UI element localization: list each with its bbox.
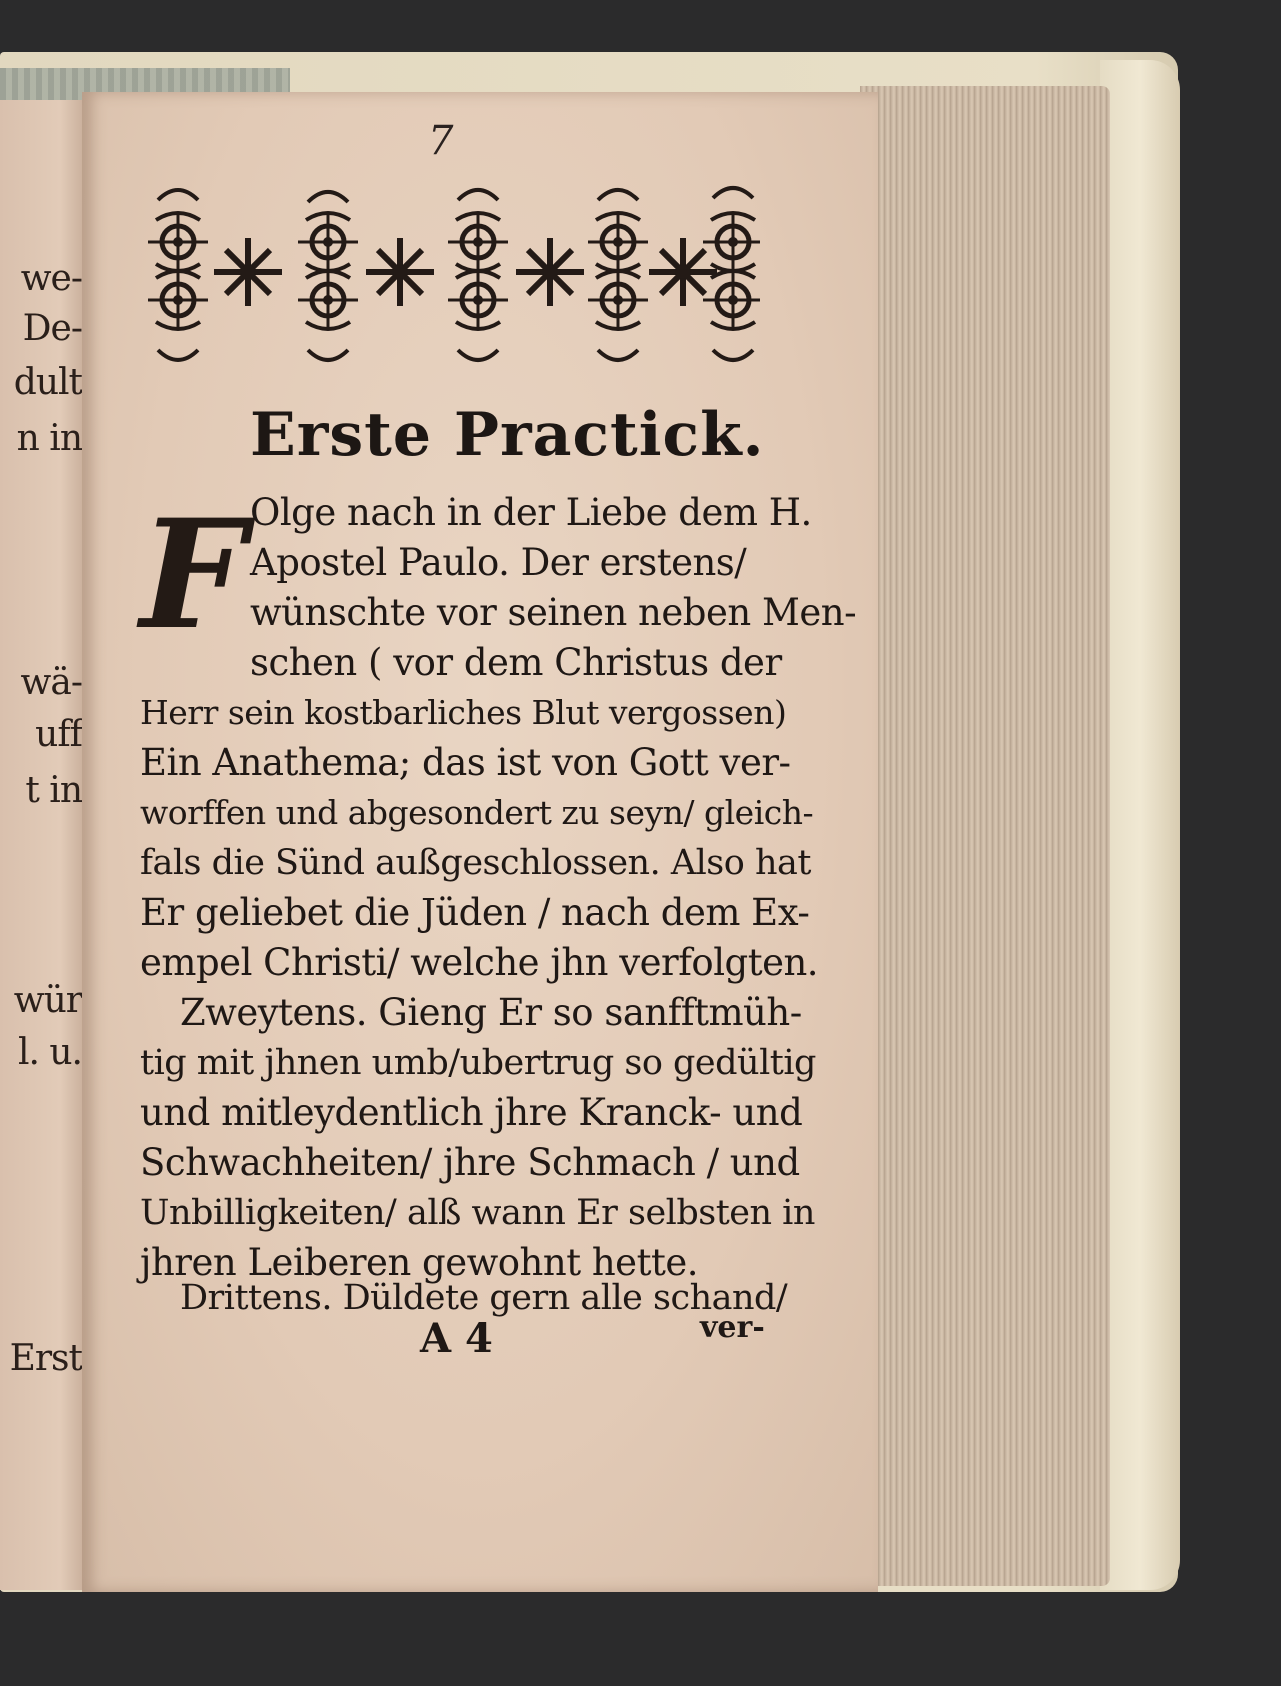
left-fragment: we- bbox=[20, 258, 82, 299]
left-fragment: De- bbox=[22, 308, 82, 349]
text-line: Zweytens. Gieng Er so sanfftmüh- bbox=[180, 991, 802, 1034]
text-line: wünschte vor seinen neben Men- bbox=[250, 591, 857, 634]
drop-initial: F bbox=[140, 487, 247, 663]
text-line: empel Christi/ welche jhn verfolgten. bbox=[140, 941, 819, 984]
left-fragment: Erst bbox=[9, 1338, 82, 1379]
left-fragment: l. u. bbox=[17, 1032, 82, 1073]
ornament-headpiece bbox=[138, 180, 760, 380]
text-line: Herr sein kostbarliches Blut vergossen) bbox=[140, 693, 787, 732]
left-fragment: n in bbox=[16, 418, 82, 459]
page-edges bbox=[860, 86, 1110, 1586]
left-fragment: wä- bbox=[20, 662, 82, 703]
left-fragment: dult bbox=[13, 362, 82, 403]
left-fragment: wür bbox=[13, 980, 82, 1021]
text-line: Drittens. Düldete gern alle schand/ bbox=[180, 1278, 788, 1318]
text-line: Unbilligkeiten/ alß wann Er selbsten in bbox=[140, 1193, 815, 1233]
text-line: schen ( vor dem Christus der bbox=[250, 641, 782, 684]
page-number: 7 bbox=[428, 118, 454, 164]
text-line: Ein Anathema; das ist von Gott ver- bbox=[140, 741, 791, 784]
text-line: fals die Sünd außgeschlossen. Also hat bbox=[140, 843, 811, 883]
text-line: tig mit jhnen umb/ubertrug so gedültig bbox=[140, 1043, 816, 1083]
cover-edge bbox=[1100, 60, 1180, 1590]
left-fragment: uff bbox=[35, 714, 82, 755]
text-line: worffen und abgesondert zu seyn/ gleich- bbox=[140, 793, 814, 832]
text-line: und mitleydentlich jhre Kranck- und bbox=[140, 1091, 803, 1134]
text-line: jhren Leiberen gewohnt hette. bbox=[140, 1241, 698, 1284]
text-line: Olge nach in der Liebe dem H. bbox=[250, 491, 812, 534]
chapter-heading: Erste Practick. bbox=[250, 400, 765, 470]
text-line: Er geliebet die Jüden / nach dem Ex- bbox=[140, 891, 810, 934]
text-line: Apostel Paulo. Der erstens/ bbox=[250, 541, 747, 584]
left-page bbox=[0, 100, 86, 1590]
text-line: Schwachheiten/ jhre Schmach / und bbox=[140, 1141, 800, 1184]
signature-mark: A 4 bbox=[420, 1315, 493, 1362]
catchword: ver- bbox=[700, 1310, 765, 1345]
left-fragment: t in bbox=[25, 770, 82, 811]
